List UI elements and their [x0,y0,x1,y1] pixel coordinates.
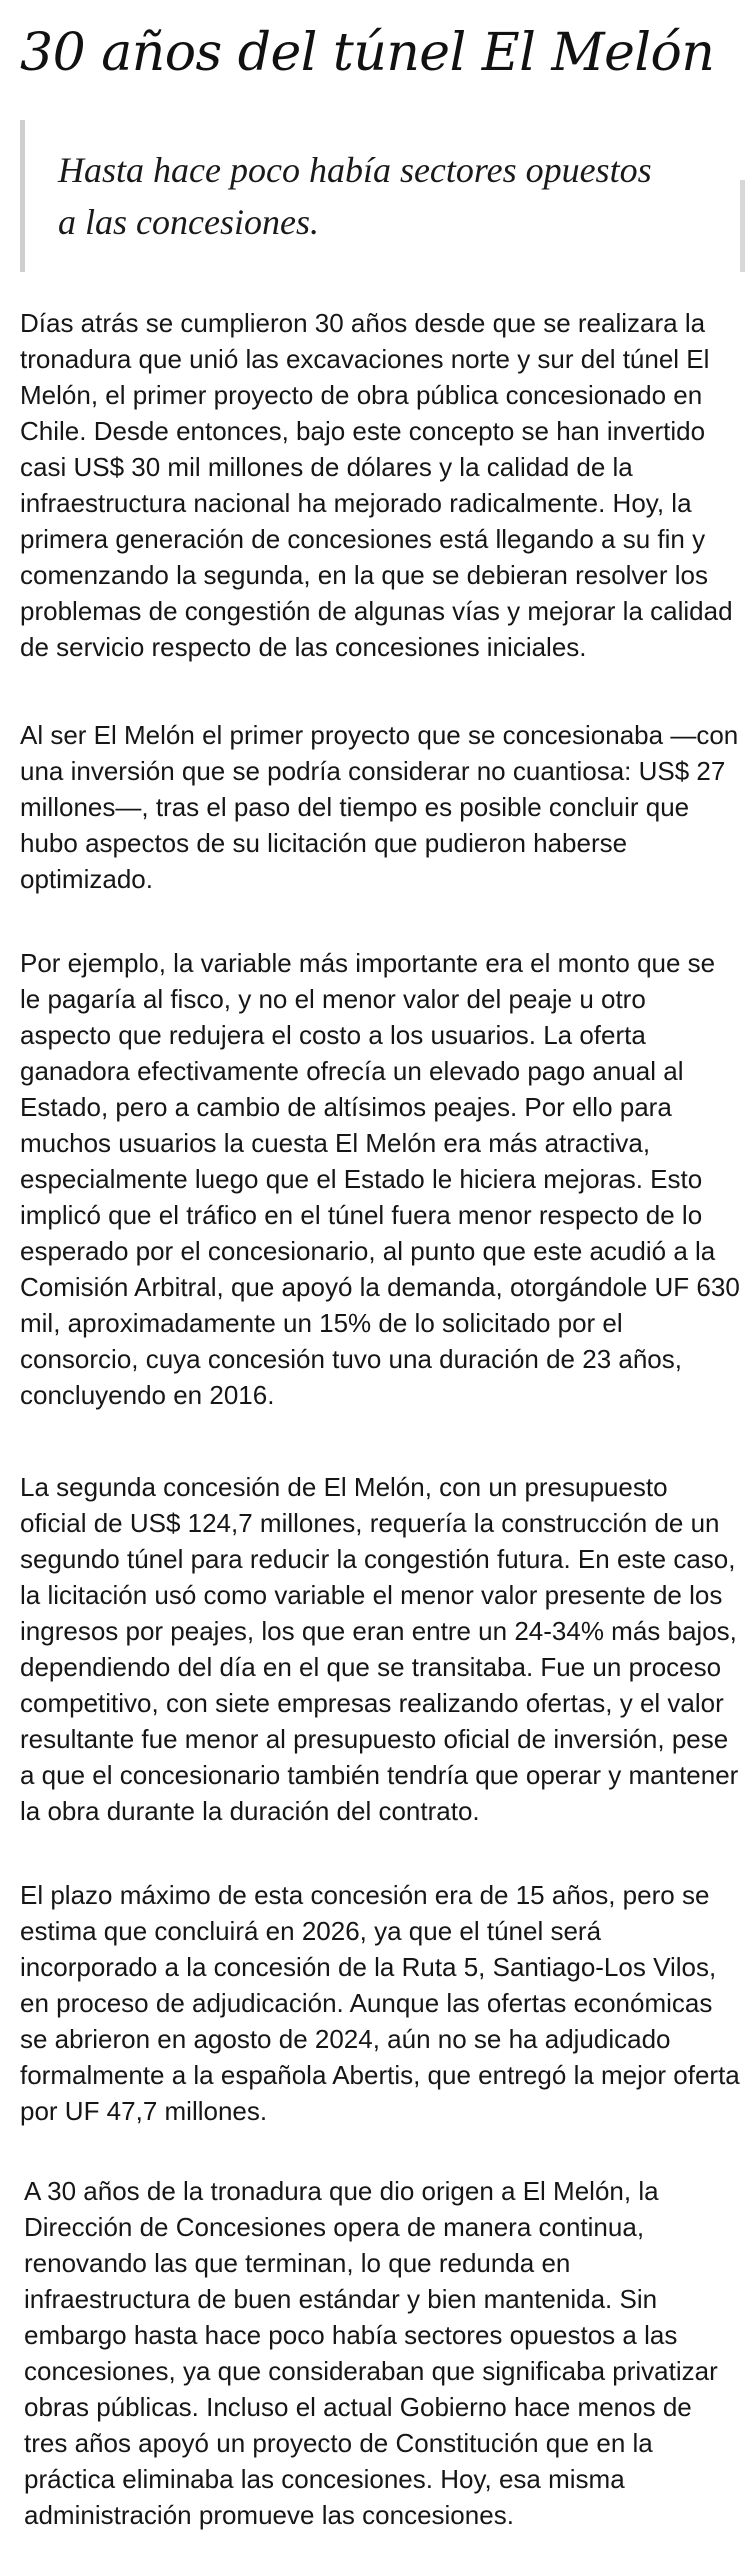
article-paragraph: Días atrás se cumplieron 30 años desde que se realizara la tronadura que unió las excavaciones norte y sur del túnel El Melón, el primer proyecto de obra pública concesionado en Chile. Desde entonces, bajo este concepto se han invertido casi US$ 30 mil millones de dólares y la calidad de la infraestructura nacional ha mejorado radicalmente. Hoy, la primera generación de concesiones está llegando a su fin y comenzando la segunda, en la que se debieran resolver los problemas de congestión de algunas vías y mejorar la calidad de servicio respecto de las concesiones iniciales. [20,308,733,662]
pull-quote [20,120,745,272]
pull-quote-text: Hasta hace poco había sectores opuestos a las concesiones. [58,150,652,242]
article-paragraph: La segunda concesión de El Melón, con un presupuesto oficial de US$ 124,7 millones, requería la construcción de un segundo túnel para reducir la congestión futura. En este caso, la licitación usó como variable el menor valor presente de los ingresos por peajes, los que eran entre un 24-34% más bajos, dependiendo del día en el que se transitaba. Fue un proceso competitivo, con siete empresas realizando ofertas, y el valor resultante fue menor al presupuesto oficial de inversión, pese a que el concesionario también tendría que operar y mantener la obra durante la duración del contrato. [20,1472,739,1826]
article-title: 30 años del túnel El Melón [20,23,715,83]
article-paragraph: A 30 años de la tronadura que dio origen a El Melón, la Dirección de Concesiones opera de manera continua, renovando las que terminan, lo que redunda en infraestructura de buen estándar y bien mantenida. Sin embargo hasta hace poco había sectores opuestos a las concesiones, ya que consideraban que significaba privatizar obras públicas. Incluso el actual Gobierno hace menos de tres años apoyó un proyecto de Constitución que en la práctica eliminaba las concesiones. Hoy, esa misma administración promueve las concesiones. [24,2176,718,2530]
pull-quote-right-rule [740,180,745,272]
article-paragraph: El plazo máximo de esta concesión era de 15 años, pero se estima que concluirá en 2026, ya que el túnel será incorporado a la concesión de la Ruta 5, Santiago-Los Vilos, en proceso de adjudicación. Aunque las ofertas económicas se abrieron en agosto de 2024, aún no se ha adjudicado formalmente a la española Abertis, que entregó la mejor oferta por UF 47,7 millones. [20,1880,740,2126]
article-paragraph: Al ser El Melón el primer proyecto que se concesionaba —con una inversión que se podría considerar no cuantiosa: US$ 27 millones—, tras el paso del tiempo es posible concluir que hubo aspectos de su licitación que pudieron haberse optimizado. [20,720,739,894]
pull-quote-left-rule [20,120,25,272]
article-paragraph: Por ejemplo, la variable más importante era el monto que se le pagaría al fisco, y no el menor valor del peaje u otro aspecto que redujera el costo a los usuarios. La oferta ganadora efectivamente ofrecía un elevado pago anual al Estado, pero a cambio de altísimos peajes. Por ello para muchos usuarios la cuesta El Melón era más atractiva, especialmente luego que el Estado le hiciera mejoras. Esto implicó que el tráfico en el túnel fuera menor respecto de lo esperado por el concesionario, al punto que este acudió a la Comisión Arbitral, que apoyó la demanda, otorgándole UF 630 mil, aproximadamente un 15% de lo solicitado por el consorcio, cuya concesión tuvo una duración de 23 años, concluyendo en 2016. [20,948,740,1410]
